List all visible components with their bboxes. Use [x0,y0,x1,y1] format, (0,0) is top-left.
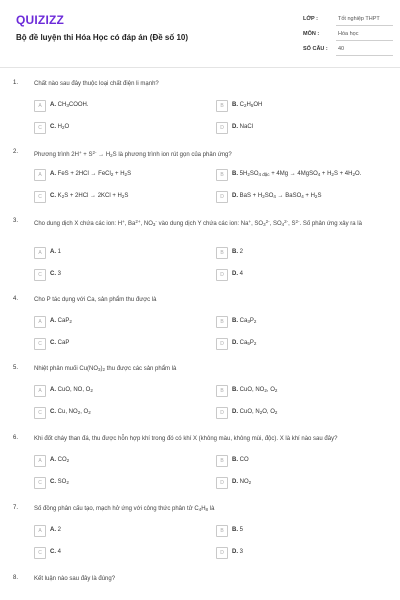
option-text: C. 3 [50,270,62,277]
answer-option-d[interactable] [216,477,366,488]
answer-option-b[interactable] [216,525,366,536]
option-letter-box[interactable]: B [216,455,228,467]
meta-value: 40 [338,46,345,52]
answer-option-a[interactable] [34,455,184,466]
option-text: A. CaP$_2$ [50,317,72,324]
option-text: D. $Ca_5P_2$ [232,339,257,346]
option-text: C. CaP [50,339,70,346]
answer-option-d[interactable] [216,547,366,558]
document-title: Bộ đề luyện thi Hóa Học có đáp án (Đề số 10) [16,33,189,42]
answer-option-c[interactable] [34,407,184,418]
answer-option-b[interactable] [216,316,366,327]
header-divider [0,67,400,68]
question-text: Phương trình $2H^+ + S^{2-} \to H_2S$ là phương trình ion rút gọn của phản ứng? [34,150,232,158]
option-text: C. Cu, $NO_2$, $O_2$ [50,408,91,415]
option-text: C. 4 [50,548,62,555]
option-letter-box[interactable]: D [216,122,228,134]
meta-label: LỚP : [303,16,318,22]
meta-value: Tốt nghiệp THPT [338,16,380,22]
answer-option-a[interactable] [34,169,184,180]
option-letter-box[interactable]: D [216,547,228,559]
option-text: D. 4 [232,270,244,277]
question-text: Số đồng phân cấu tạo, mạch hở ứng với công thức phân tử $C_4H_8$ là [34,506,215,512]
answer-option-d[interactable] [216,338,366,349]
question-text: Chất nào sau đây thuộc loại chất điện li mạnh? [34,81,159,87]
worksheet-header [0,0,400,62]
question-text: Cho P tác dụng với Ca, sản phẩm thu được là [34,297,157,303]
question-number: 4. [13,296,19,302]
option-letter-box[interactable]: C [34,547,46,559]
option-text: B. $5H_2SO_{4 đặc} + 4Mg$ → 4MgSO$_4$ + $H_2S + 4H_2O$. [232,170,362,177]
option-letter-box[interactable]: C [34,122,46,134]
option-letter-box[interactable]: B [216,247,228,259]
option-letter-box[interactable]: B [216,525,228,537]
question-text: Cho dung dịch X chứa các ion: H+, $Ba^{2+}$, $NO_3^-$ vào dung dịch Y chứa các ion: Na+, $SO_3^{2-}$, $SO_4^{2-}$, $S^{2-}$. Số phản ứng xảy ra là [34,219,362,227]
meta-underline [336,25,393,26]
option-letter-box[interactable]: A [34,525,46,537]
answer-option-a[interactable] [34,100,184,111]
answer-option-b[interactable] [216,247,366,258]
quizizz-logo: QUIZIZZ [16,13,65,27]
option-letter-box[interactable]: A [34,455,46,467]
question-number: 3. [13,218,19,224]
answer-option-b[interactable] [216,455,366,466]
option-text: A. 1 [50,248,62,255]
answer-option-b[interactable] [216,385,366,396]
meta-underline [336,40,393,41]
answer-option-a[interactable] [34,385,184,396]
answer-option-a[interactable] [34,247,184,258]
option-text: D. 3 [232,548,244,555]
option-text: A. CuO, NO, $O_2$ [50,386,93,393]
answer-option-d[interactable] [216,191,366,202]
answer-option-c[interactable] [34,269,184,280]
option-letter-box[interactable]: C [34,407,46,419]
answer-option-b[interactable] [216,100,366,111]
answer-option-c[interactable] [34,122,184,133]
option-text: C. $SO_2$ [50,478,69,485]
option-text: B. $Ca_3P_2$ [232,317,257,324]
option-letter-box[interactable]: D [216,407,228,419]
answer-option-c[interactable] [34,338,184,349]
option-text: B. 2 [232,248,244,255]
answer-option-d[interactable] [216,122,366,133]
option-letter-box[interactable]: C [34,269,46,281]
meta-label: SỐ CÂU : [303,46,328,52]
option-text: C. $K_2S + 2HCl \to 2KCl + H_2S$ [50,192,129,199]
answer-option-d[interactable] [216,269,366,280]
question-number: 6. [13,435,19,441]
question-number: 1. [13,80,19,86]
answer-option-d[interactable] [216,407,366,418]
option-letter-box[interactable]: B [216,316,228,328]
option-letter-box[interactable]: C [34,477,46,489]
answer-option-a[interactable] [34,316,184,327]
question-number: 5. [13,365,19,371]
option-letter-box[interactable]: D [216,477,228,489]
option-letter-box[interactable]: B [216,169,228,181]
option-letter-box[interactable]: D [216,269,228,281]
question-text: Kết luận nào sau đây là đúng? [34,576,116,582]
answer-option-b[interactable] [216,169,366,180]
option-text: B. 5 [232,526,244,533]
meta-label: MÔN : [303,31,320,37]
option-text: B. $C_2H_5OH$ [232,101,263,108]
question-number: 2. [13,149,19,155]
option-text: A. $CH_3COOH$. [50,101,89,108]
option-text: A. FeS + 2HCl → FeCl$_2$ + $H_2S$ [50,170,132,177]
option-letter-box[interactable]: A [34,385,46,397]
option-text: A. 2 [50,526,62,533]
option-text: D. $NO_2$ [232,478,252,485]
answer-option-c[interactable] [34,477,184,488]
option-letter-box[interactable]: C [34,338,46,350]
meta-underline [336,55,393,56]
question-text: Khi đốt cháy than đá, thu được hỗn hợp khí trong đó có khí X (không màu, không mùi, độc). X là khí nào sau đây? [34,436,338,442]
question-number: 8. [13,575,19,581]
option-text: B. CuO, $NO_2$, $O_2$ [232,386,278,393]
answer-option-c[interactable] [34,191,184,202]
answer-option-c[interactable] [34,547,184,558]
option-letter-box[interactable]: A [34,247,46,259]
option-letter-box[interactable]: B [216,100,228,112]
answer-option-a[interactable] [34,525,184,536]
option-text: B. CO [232,456,249,463]
option-text: D. NaCl [232,123,254,130]
meta-value: Hóa học [338,31,359,37]
question-text: Nhiệt phân muối $Cu(NO_3)_2$ thu được các sản phẩm là [34,366,177,372]
option-letter-box[interactable]: D [216,191,228,203]
option-letter-box[interactable]: B [216,385,228,397]
question-number: 7. [13,505,19,511]
option-letter-box[interactable]: A [34,316,46,328]
option-letter-box[interactable]: D [216,338,228,350]
option-letter-box[interactable]: A [34,100,46,112]
option-text: D. CuO, $N_2O$, $O_2$ [232,408,278,415]
option-text: D. BaS + $H_2SO_4$ → BaSO$_4$ + $H_2S$ [232,192,322,199]
option-text: A. $CO_2$ [50,456,70,463]
option-letter-box[interactable]: C [34,191,46,203]
option-text: C. $H_2O$ [50,123,70,130]
option-letter-box[interactable]: A [34,169,46,181]
